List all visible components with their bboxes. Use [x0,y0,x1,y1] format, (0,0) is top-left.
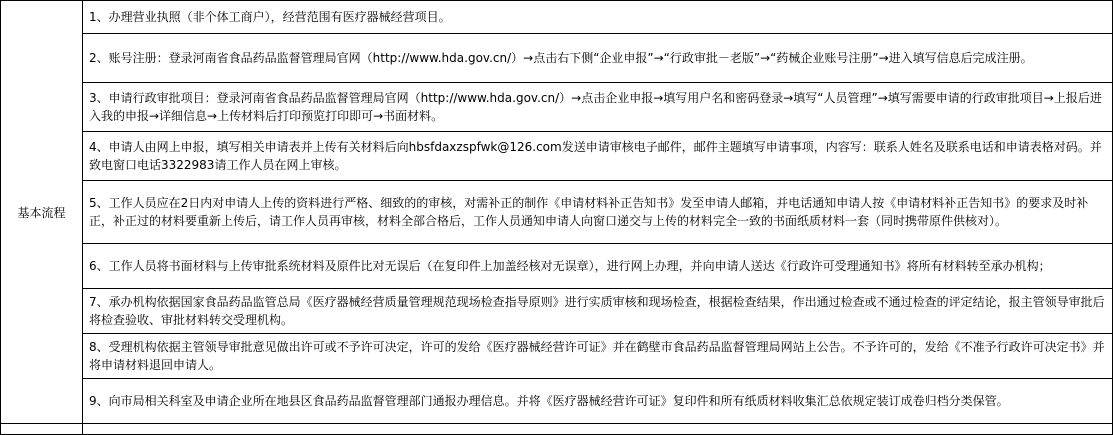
step-7: 7、承办机构依据国家食品药品监管总局《医疗器械经营质量管理规范现场检查指导原则》进行实质审核和现场检查，根据检查结果，作出通过检查或不通过检查的评定结论，报主管领导审批后将检查验收、审批材料转交受理机构。 [83,289,1113,334]
table-row [1,379,1113,424]
table-row [1,424,1113,435]
table-row [1,244,1113,289]
step-3: 3、申请行政审批项目：登录河南省食品药品监督管理局官网（http://www.hda.gov.cn/）→点击企业申报→填写用户名和密码登录→填写“人员管理”→填写需要申请的行政审批项目→上报后进入我的申报→详细信息→上传材料后打印预览打印即可→书面材料。 [83,83,1113,132]
table-row [1,34,1113,83]
step-5: 5、工作人员应在2日内对申请人上传的资料进行严格、细致的的审核，对需补正的制作《申请材料补正告知书》发至申请人邮箱，并电话通知申请人按《申请材料补正告知书》的要求及时补正，补正过的材料要重新上传后，请工作人员再审核，材料全部合格后，工作人员通知申请人向窗口递交与上传的材料完全一致的书面纸质材料一套（同时携带原件供核对）。 [83,181,1113,244]
empty-cell [83,424,1113,435]
table-row [1,83,1113,132]
step-8: 8、受理机构依据主管领导审批意见做出许可或不予许可决定，许可的发给《医疗器械经营许可证》并在鹤壁市食品药品监督管理局网站上公告。不予许可的，发给《不准予行政许可决定书》并将申请材料退回申请人。 [83,334,1113,379]
table-row [1,289,1113,334]
table-row [1,1,1113,34]
step-1: 1、办理营业执照（非个体工商户），经营范围有医疗器械经营项目。 [83,1,1113,34]
step-4: 4、申请人由网上申报，填写相关申请表并上传有关材料后向hbsfdaxzspfwk@126.com发送申请审核电子邮件，邮件主题填写申请事项，内容写：联系人姓名及联系电话和申请表格对码。并致电窗口电话3322983请工作人员在网上审核。 [83,132,1113,181]
table-row [1,132,1113,181]
step-6: 6、工作人员将书面材料与上传审批系统材料及原件比对无误后（在复印件上加盖经核对无误章），进行网上办理，并向申请人送达《行政许可受理通知书》将所有材料转至承办机构； [83,244,1113,289]
empty-cell [1,424,83,435]
table-row [1,181,1113,244]
table-row [1,334,1113,379]
step-9: 9、向市局相关科室及申请企业所在地县区食品药品监督管理部门通报办理信息。并将《医疗器械经营许可证》复印件和所有纸质材料收集汇总依规定装订成卷归档分类保管。 [83,379,1113,424]
step-2: 2、账号注册：登录河南省食品药品监督管理局官网（http://www.hda.gov.cn/）→点击右下侧“企业申报”→“行政审批－老版”→“药械企业账号注册”→进入填写信息后完成注册。 [83,34,1113,83]
section-label: 基本流程 [1,1,83,424]
